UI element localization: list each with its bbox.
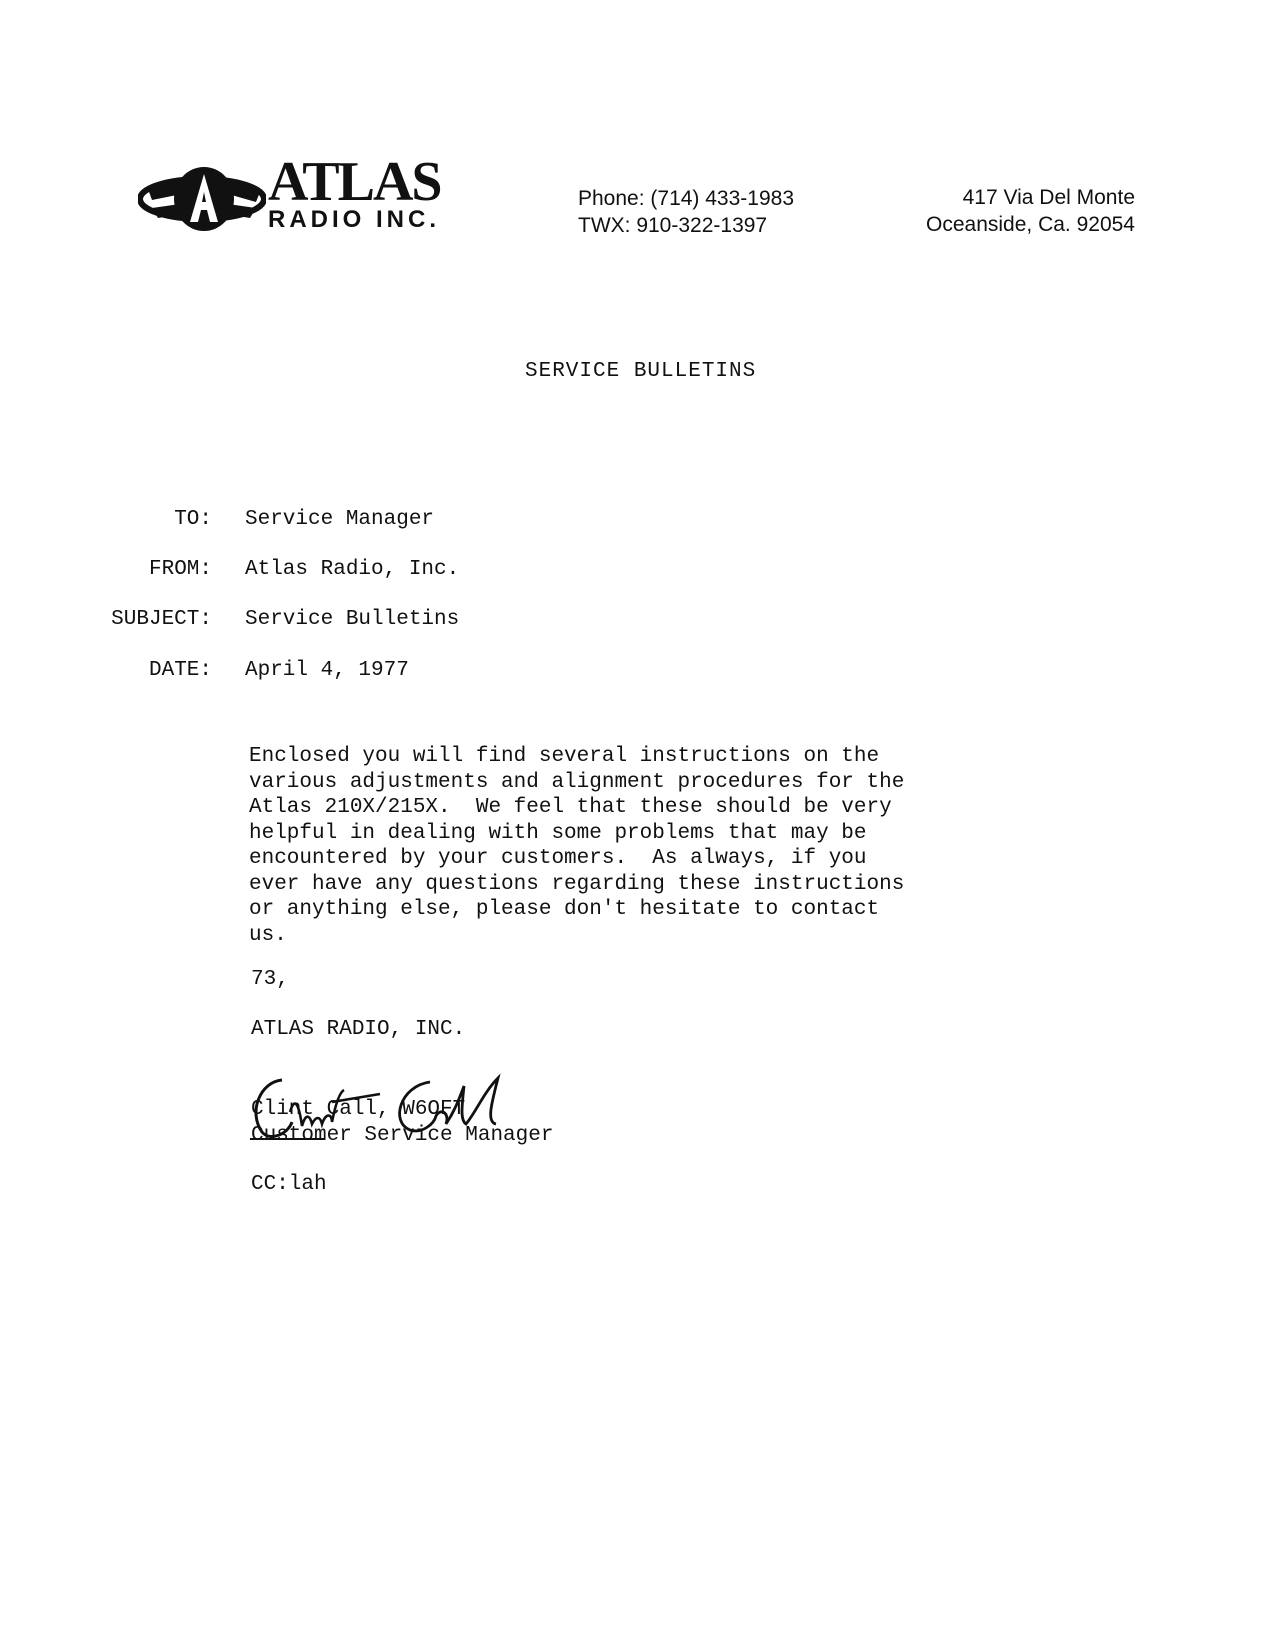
address-street: 417 Via Del Monte — [962, 186, 1135, 209]
date-label: DATE: — [148, 659, 212, 682]
logo-wordmark: ATLAS — [268, 151, 441, 213]
from-value: Atlas Radio, Inc. — [245, 558, 460, 581]
closing-regards: 73, — [251, 968, 289, 991]
address-city: Oceanside, Ca. 92054 — [926, 213, 1135, 236]
logo-subtitle: RADIO INC. — [268, 206, 440, 233]
closing-company: ATLAS RADIO, INC. — [251, 1018, 466, 1041]
company-logo — [138, 151, 483, 240]
subject-value: Service Bulletins — [245, 608, 460, 631]
subject-label: SUBJECT: — [111, 608, 212, 631]
cc-line: CC:lah — [251, 1173, 327, 1196]
letter-body: Enclosed you will find several instructions on the various adjustments and alignment procedures for the Atlas 210X/215X. We feel that these should be very helpful in dealing with some problems that may be encountered by your customers. As always, if you ever have any questions regarding these instructions or anything else, please don't hesitate to contact us. — [249, 745, 905, 947]
phone-number: Phone: (714) 433-1983 — [578, 187, 794, 210]
contact-address-block — [926, 184, 1135, 238]
signer-title: Customer Service Manager — [251, 1124, 554, 1147]
signer-name: Clint Call, W6OFT — [251, 1098, 466, 1121]
to-value: Service Manager — [245, 508, 435, 531]
contact-phone-block — [578, 185, 794, 239]
to-label: TO: — [174, 508, 212, 531]
from-label: FROM: — [148, 558, 212, 581]
document-title: SERVICE BULLETINS — [525, 360, 757, 383]
globe-logo-icon — [138, 164, 266, 234]
date-value: April 4, 1977 — [245, 659, 409, 682]
twx-number: TWX: 910-322-1397 — [578, 214, 768, 237]
